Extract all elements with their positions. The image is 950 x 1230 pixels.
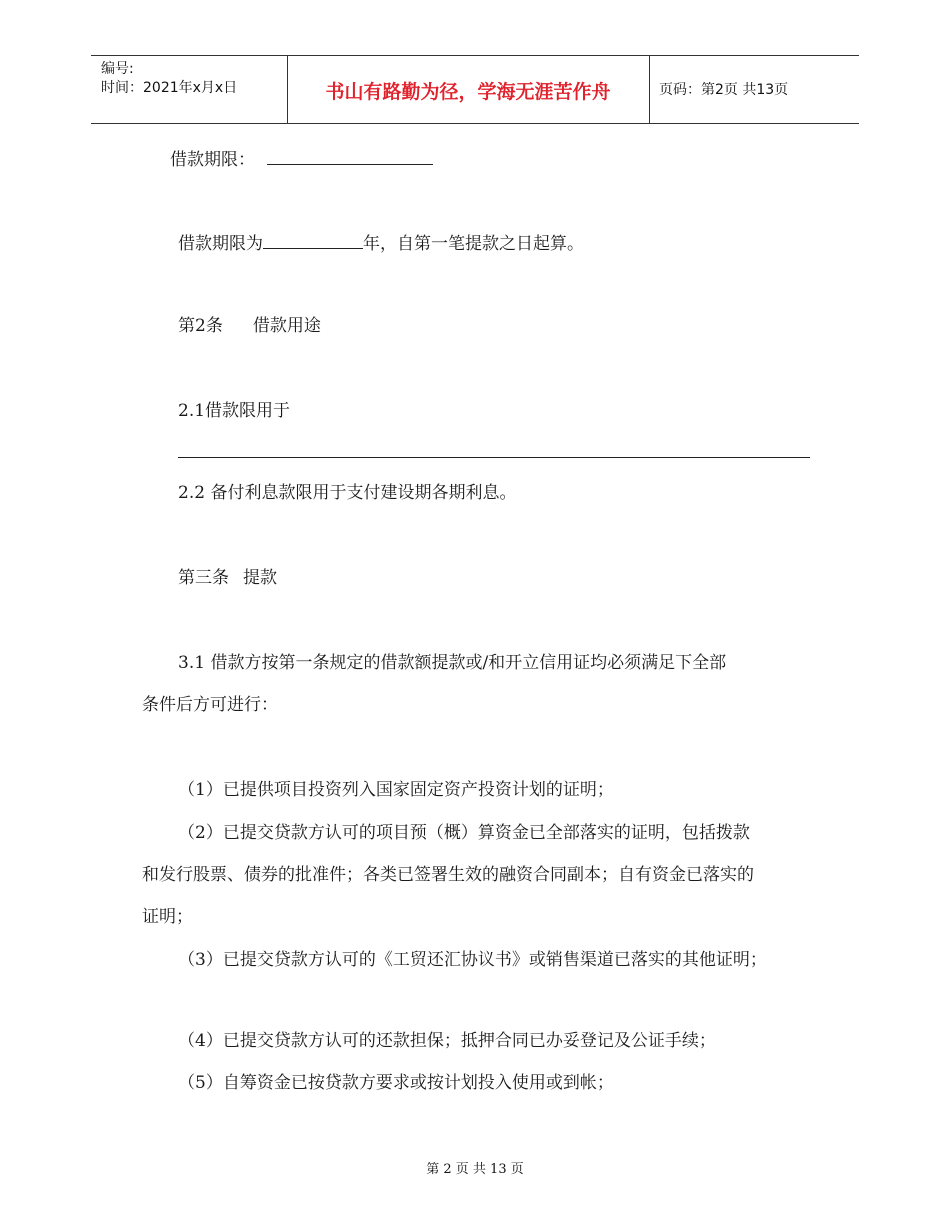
term-sentence-start: 借款期限为 (178, 234, 263, 254)
header-meta (101, 60, 237, 98)
document-number-label: 编号: (101, 61, 134, 77)
condition-4: （4）已提交贷款方认可的还款担保；抵押合同已办妥登记及公证手续； (178, 1031, 716, 1051)
condition-2-line-1: （2）已提交贷款方认可的项目预（概）算资金已全部落实的证明，包括拨款 (178, 823, 750, 843)
article-2-number: 第2条 (178, 316, 223, 336)
term-blank (267, 146, 433, 165)
term-sentence-end: 年，自第一笔提款之日起算。 (363, 234, 584, 254)
condition-2-line-2: 和发行股票、债券的批准件；各类已签署生效的融资合同副本；自有资金已落实的 (142, 865, 754, 885)
article-3-heading (178, 567, 277, 589)
header-motto: 书山有路勤为径，学海无涯苦作舟 (325, 81, 611, 103)
condition-2-line-3: 证明； (142, 907, 193, 927)
clause-3-1-line-1: 3.1 借款方按第一条规定的借款额提款或/和开立信用证均必须满足下全部 (178, 653, 727, 673)
condition-5: （5）自筹资金已按贷款方要求或按计划投入使用或到帐； (178, 1073, 614, 1093)
term-sentence (178, 230, 584, 255)
page-footer: 第 2 页 共 13 页 (426, 1162, 524, 1177)
term-label-line (170, 146, 433, 171)
clause-2-1: 2.1借款限用于 (178, 401, 291, 421)
header-divider (649, 56, 650, 123)
page-header (91, 55, 859, 124)
purpose-blank-line (178, 457, 810, 458)
condition-1: （1）已提供项目投资列入国家固定资产投资计划的证明； (178, 780, 614, 800)
article-2-title: 借款用途 (252, 316, 321, 336)
condition-3: （3）已提交贷款方认可的《工贸还汇协议书》或销售渠道已落实的其他证明； (178, 950, 767, 970)
article-3-number: 第三条 (178, 568, 229, 588)
clause-3-1-line-2: 条件后方可进行： (142, 695, 278, 715)
term-label: 借款期限： (170, 150, 255, 170)
document-date: 时间：2021年x月x日 (101, 80, 238, 96)
years-blank (263, 230, 363, 249)
clause-2-2: 2.2 备付利息款限用于支付建设期各期利息。 (178, 483, 517, 503)
article-3-title: 提款 (243, 568, 277, 588)
article-2-heading (178, 315, 321, 337)
header-page-indicator: 页码：第2页 共13页 (659, 82, 789, 98)
